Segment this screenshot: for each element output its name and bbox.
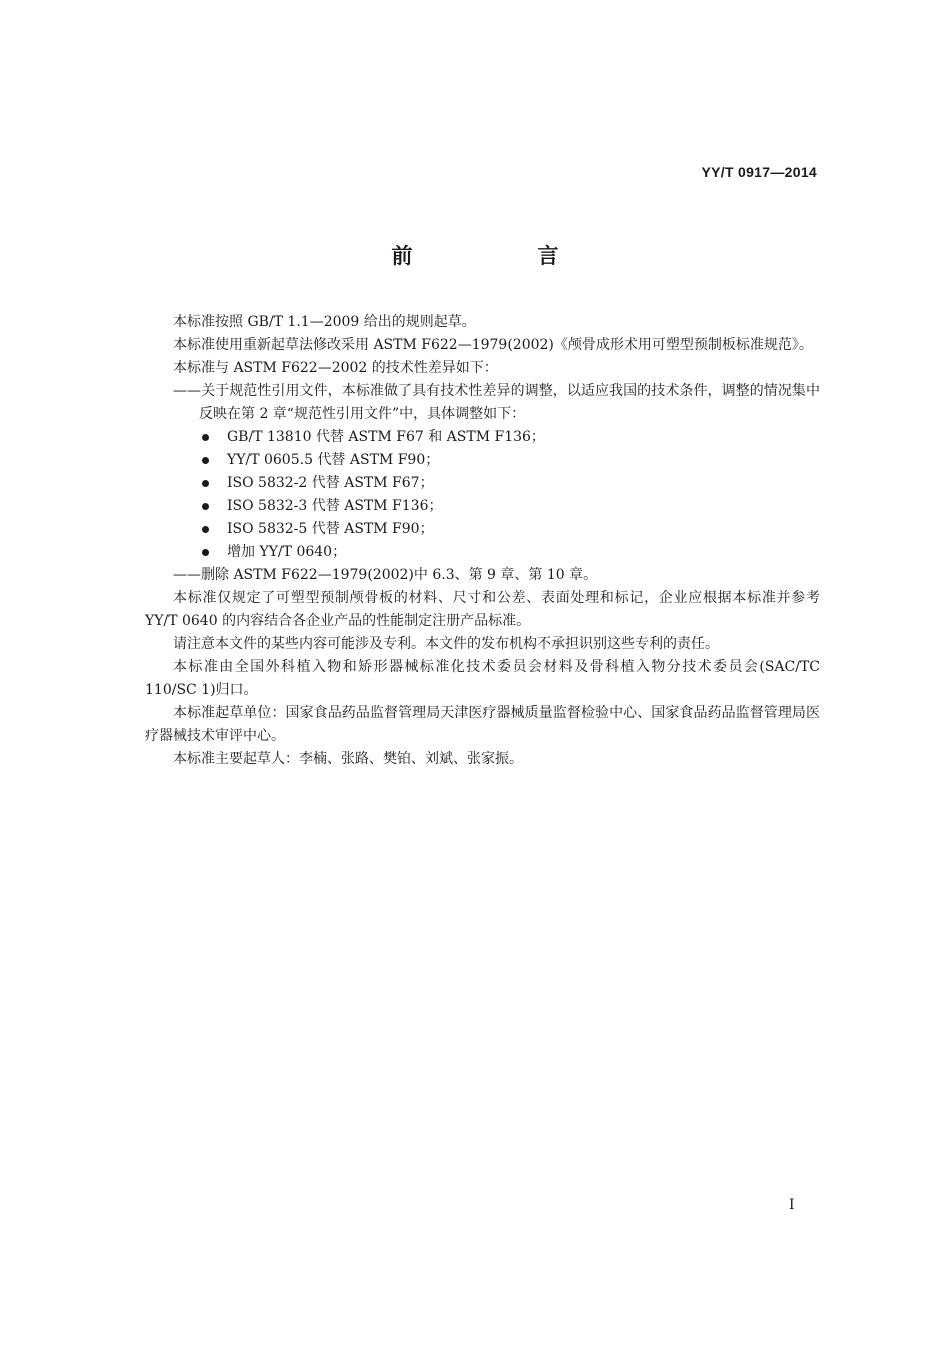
bullet-icon	[202, 526, 209, 533]
dash-item-normative-references: ——关于规范性引用文件，本标准做了具有技术性差异的调整，以适应我国的技术条件，调整的情况集中反映在第 2 章“规范性引用文件”中，具体调整如下：	[173, 383, 820, 422]
paragraph-drafters: 本标准主要起草人：李楠、张路、樊铂、刘斌、张家振。	[173, 751, 523, 767]
list-item: ISO 5832-2 代替 ASTM F67；	[202, 472, 820, 495]
page-number: I	[789, 1197, 795, 1213]
paragraph-scope: 本标准仅规定了可塑型预制颅骨板的材料、尺寸和公差、表面处理和标记，企业应根据本标准并参考 YY/T 0640 的内容结合各企业产品的性能制定注册产品标准。	[145, 590, 820, 629]
list-item: ISO 5832-5 代替 ASTM F90；	[202, 518, 820, 541]
standard-number: YY/T 0917—2014	[701, 164, 817, 180]
foreword-body	[145, 311, 820, 771]
paragraph-drafting-units: 本标准起草单位：国家食品药品监督管理局天津医疗器械质量监督检验中心、国家食品药品监督管理局医疗器械技术审评中心。	[145, 705, 820, 744]
bullet-icon	[202, 503, 209, 510]
page-title: 前 言	[391, 244, 611, 268]
paragraph-adoption: 本标准使用重新起草法修改采用 ASTM F622—1979(2002)《颅骨成形术用可塑型预制板标准规范》。	[173, 337, 813, 353]
bullet-icon	[202, 457, 209, 464]
list-item: ISO 5832-3 代替 ASTM F136；	[202, 495, 820, 518]
list-item: YY/T 0605.5 代替 ASTM F90；	[202, 449, 820, 472]
paragraph-patent-notice: 请注意本文件的某些内容可能涉及专利。本文件的发布机构不承担识别这些专利的责任。	[173, 636, 719, 652]
bullet-icon	[202, 549, 209, 556]
paragraph-differences-intro: 本标准与 ASTM F622—2002 的技术性差异如下：	[173, 360, 498, 376]
paragraph-committee: 本标准由全国外科植入物和矫形器械标准化技术委员会材料及骨科植入物分技术委员会(SAC/TC 110/SC 1)归口。	[145, 659, 820, 698]
list-item: GB/T 13810 代替 ASTM F67 和 ASTM F136；	[202, 426, 820, 449]
paragraph-drafting-rules: 本标准按照 GB/T 1.1—2009 给出的规则起草。	[173, 314, 476, 330]
bullet-icon	[202, 434, 209, 441]
list-item: 增加 YY/T 0640；	[202, 541, 820, 564]
bullet-list	[145, 426, 820, 564]
dash-item-deletions: ——删除 ASTM F622—1979(2002)中 6.3、第 9 章、第 10 章。	[173, 567, 598, 583]
bullet-icon	[202, 480, 209, 487]
